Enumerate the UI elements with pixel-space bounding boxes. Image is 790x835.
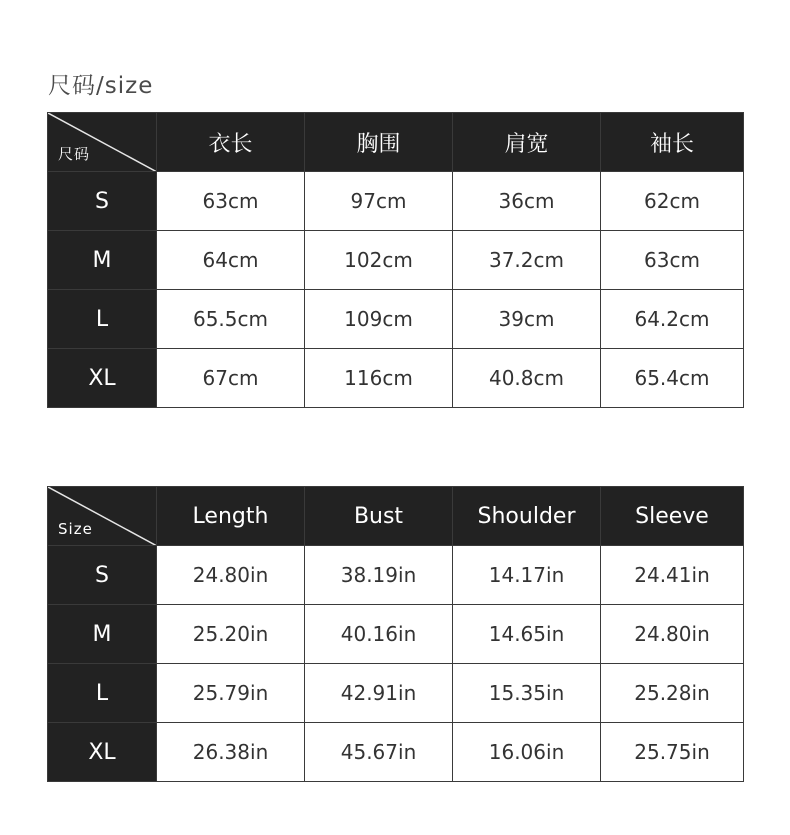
- size-label: S: [48, 172, 157, 231]
- measure-cell: 24.80in: [601, 605, 744, 664]
- measure-cell: 65.4cm: [601, 349, 744, 408]
- measure-cell: 36cm: [453, 172, 601, 231]
- measure-cell: 24.41in: [601, 546, 744, 605]
- measure-cell: 38.19in: [305, 546, 453, 605]
- measure-cell: 63cm: [157, 172, 305, 231]
- table-row: [48, 605, 744, 664]
- column-header: 衣长: [157, 113, 305, 172]
- measure-cell: 65.5cm: [157, 290, 305, 349]
- measure-cell: 25.28in: [601, 664, 744, 723]
- column-header: Bust: [305, 487, 453, 546]
- measure-cell: 14.65in: [453, 605, 601, 664]
- corner-label: Size: [58, 520, 93, 538]
- page-title: 尺码/size: [48, 73, 154, 99]
- column-header: 肩宽: [453, 113, 601, 172]
- size-label: XL: [48, 723, 157, 782]
- measure-cell: 62cm: [601, 172, 744, 231]
- measure-cell: 102cm: [305, 231, 453, 290]
- measure-cell: 42.91in: [305, 664, 453, 723]
- corner-label: 尺码: [58, 145, 91, 163]
- table-row: [48, 664, 744, 723]
- table-row: [48, 172, 744, 231]
- table-row: [48, 231, 744, 290]
- table-row: [48, 546, 744, 605]
- measure-cell: 64.2cm: [601, 290, 744, 349]
- size-label: L: [48, 664, 157, 723]
- measure-cell: 15.35in: [453, 664, 601, 723]
- measure-cell: 40.8cm: [453, 349, 601, 408]
- size-label: L: [48, 290, 157, 349]
- measure-cell: 25.20in: [157, 605, 305, 664]
- size-table-inch: [47, 486, 744, 782]
- column-header: Shoulder: [453, 487, 601, 546]
- corner-cell: [48, 487, 157, 546]
- column-header: Sleeve: [601, 487, 744, 546]
- measure-cell: 24.80in: [157, 546, 305, 605]
- measure-cell: 109cm: [305, 290, 453, 349]
- measure-cell: 25.79in: [157, 664, 305, 723]
- measure-cell: 45.67in: [305, 723, 453, 782]
- measure-cell: 25.75in: [601, 723, 744, 782]
- measure-cell: 97cm: [305, 172, 453, 231]
- measure-cell: 14.17in: [453, 546, 601, 605]
- column-header: 袖长: [601, 113, 744, 172]
- size-label: S: [48, 546, 157, 605]
- measure-cell: 37.2cm: [453, 231, 601, 290]
- table-row: [48, 290, 744, 349]
- header-row: [48, 113, 744, 172]
- measure-cell: 26.38in: [157, 723, 305, 782]
- measure-cell: 16.06in: [453, 723, 601, 782]
- measure-cell: 63cm: [601, 231, 744, 290]
- table-row: [48, 349, 744, 408]
- size-label: M: [48, 231, 157, 290]
- header-row: [48, 487, 744, 546]
- measure-cell: 40.16in: [305, 605, 453, 664]
- size-table-cm: [47, 112, 744, 408]
- corner-cell: [48, 113, 157, 172]
- table-row: [48, 723, 744, 782]
- measure-cell: 116cm: [305, 349, 453, 408]
- measure-cell: 64cm: [157, 231, 305, 290]
- column-header: 胸围: [305, 113, 453, 172]
- size-label: XL: [48, 349, 157, 408]
- measure-cell: 39cm: [453, 290, 601, 349]
- size-label: M: [48, 605, 157, 664]
- column-header: Length: [157, 487, 305, 546]
- measure-cell: 67cm: [157, 349, 305, 408]
